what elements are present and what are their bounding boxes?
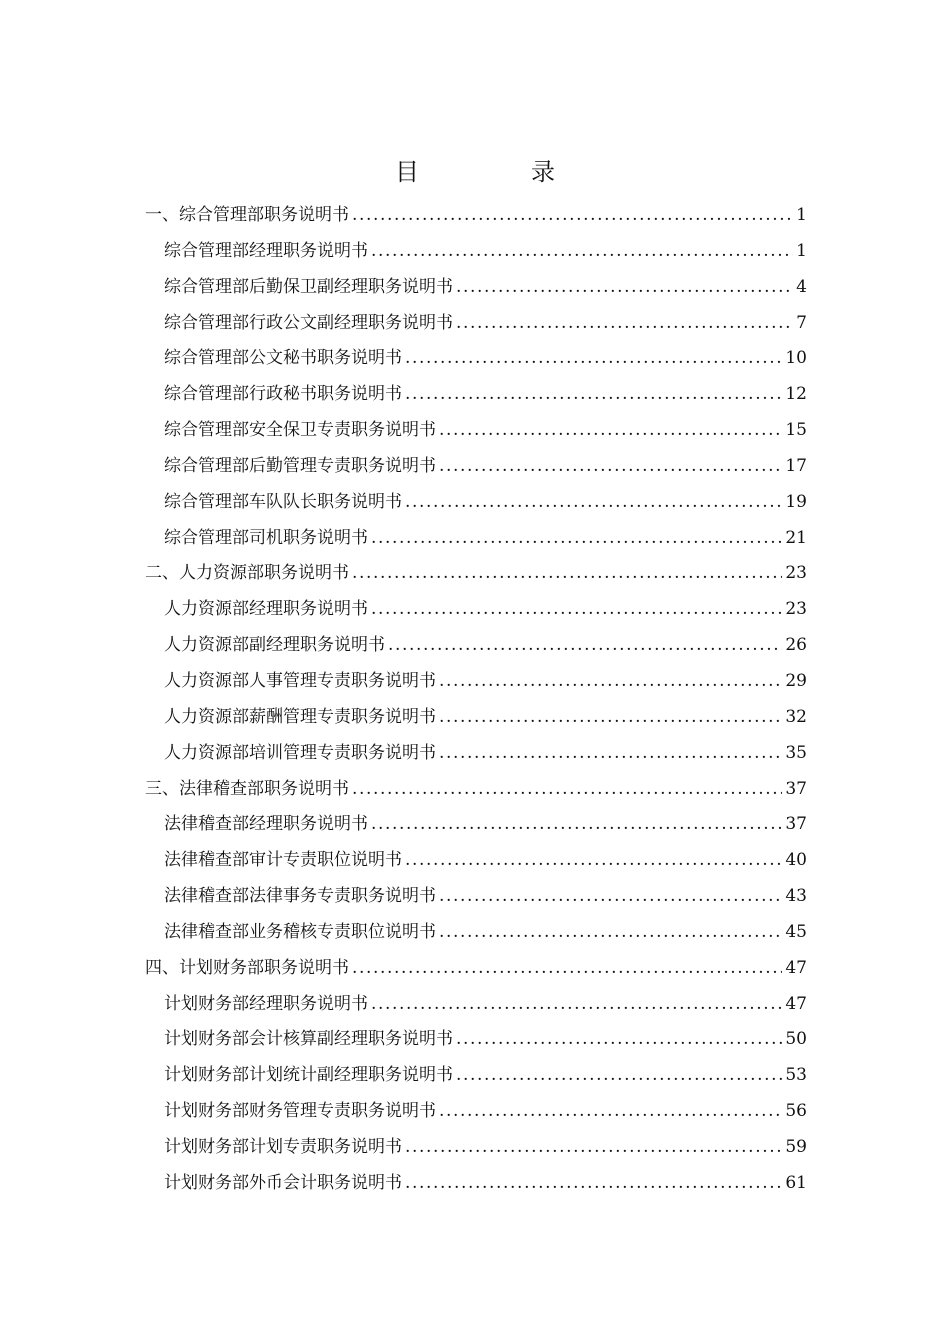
toc-page-number: 50 bbox=[785, 1029, 807, 1050]
toc-dot-leader bbox=[352, 556, 782, 592]
toc-page-number: 1 bbox=[796, 240, 807, 261]
toc-dot-leader bbox=[371, 592, 782, 628]
toc-subsection-entry[interactable] bbox=[145, 521, 807, 557]
toc-page-number: 4 bbox=[796, 276, 807, 297]
toc-page-number: 23 bbox=[785, 599, 807, 620]
toc-entry-title: 计划财务部计划专责职务说明书 bbox=[164, 1136, 402, 1157]
toc-dot-leader bbox=[439, 736, 782, 772]
toc-title: 目 录 bbox=[395, 158, 599, 186]
toc-dot-leader bbox=[439, 700, 782, 736]
toc-page-number: 17 bbox=[785, 455, 807, 476]
toc-entry-title: 人力资源部培训管理专责职务说明书 bbox=[164, 742, 436, 763]
toc-entry-title: 综合管理部行政公文副经理职务说明书 bbox=[164, 312, 453, 333]
toc-dot-leader bbox=[352, 772, 782, 808]
toc-page-number: 1 bbox=[796, 205, 807, 225]
toc-entry-title: 综合管理部司机职务说明书 bbox=[164, 527, 368, 548]
toc-subsection-entry[interactable] bbox=[145, 915, 807, 951]
toc-subsection-entry[interactable] bbox=[145, 879, 807, 915]
toc-page-number: 12 bbox=[785, 384, 807, 405]
toc-page-number: 26 bbox=[785, 635, 807, 656]
toc-entry-title: 四、计划财务部职务说明书 bbox=[145, 957, 349, 978]
toc-dot-leader bbox=[439, 413, 782, 449]
toc-subsection-entry[interactable] bbox=[145, 270, 807, 306]
toc-subsection-entry[interactable] bbox=[145, 341, 807, 377]
toc-subsection-entry[interactable] bbox=[145, 664, 807, 700]
toc-page-number: 10 bbox=[785, 348, 807, 369]
toc-dot-leader bbox=[352, 951, 782, 987]
toc-page-number: 47 bbox=[785, 957, 807, 978]
toc-entry-title: 计划财务部财务管理专责职务说明书 bbox=[164, 1101, 436, 1122]
toc-page-number: 47 bbox=[785, 993, 807, 1014]
toc-section-entry[interactable] bbox=[145, 556, 807, 592]
toc-section-entry[interactable] bbox=[145, 772, 807, 808]
toc-dot-leader bbox=[439, 449, 782, 485]
toc-entry-title: 一、综合管理部职务说明书 bbox=[145, 205, 349, 225]
toc-dot-leader bbox=[456, 1058, 782, 1094]
toc-page-number: 40 bbox=[785, 850, 807, 871]
toc-entry-title: 计划财务部经理职务说明书 bbox=[164, 993, 368, 1014]
toc-dot-leader bbox=[439, 664, 782, 700]
toc-entry-title: 计划财务部计划统计副经理职务说明书 bbox=[164, 1065, 453, 1086]
toc-page-number: 19 bbox=[785, 491, 807, 512]
toc-subsection-entry[interactable] bbox=[145, 377, 807, 413]
toc-entry-title: 法律稽查部审计专责职位说明书 bbox=[164, 850, 402, 871]
toc-dot-leader bbox=[352, 198, 793, 234]
toc-page-number: 37 bbox=[785, 778, 807, 799]
toc-dot-leader bbox=[405, 341, 782, 377]
toc-entry-title: 人力资源部经理职务说明书 bbox=[164, 599, 368, 620]
toc-page-number: 32 bbox=[785, 706, 807, 727]
toc-page-number: 21 bbox=[785, 527, 807, 548]
toc-subsection-entry[interactable] bbox=[145, 234, 807, 270]
toc-page-number: 29 bbox=[785, 670, 807, 691]
toc-entry-title: 综合管理部后勤管理专责职务说明书 bbox=[164, 455, 436, 476]
toc-subsection-entry[interactable] bbox=[145, 807, 807, 843]
toc-subsection-entry[interactable] bbox=[145, 449, 807, 485]
toc-dot-leader bbox=[456, 306, 793, 342]
toc-subsection-entry[interactable] bbox=[145, 413, 807, 449]
toc-entry-title: 人力资源部薪酬管理专责职务说明书 bbox=[164, 706, 436, 727]
toc-page-number: 53 bbox=[785, 1065, 807, 1086]
toc-dot-leader bbox=[405, 1166, 782, 1202]
toc-subsection-entry[interactable] bbox=[145, 1130, 807, 1166]
toc-entry-title: 计划财务部会计核算副经理职务说明书 bbox=[164, 1029, 453, 1050]
toc-entry-title: 法律稽查部经理职务说明书 bbox=[164, 814, 368, 835]
toc-page-number: 43 bbox=[785, 886, 807, 907]
toc-dot-leader bbox=[388, 628, 782, 664]
toc-subsection-entry[interactable] bbox=[145, 1058, 807, 1094]
toc-subsection-entry[interactable] bbox=[145, 736, 807, 772]
toc-dot-leader bbox=[439, 1094, 782, 1130]
toc-entry-title: 计划财务部外币会计职务说明书 bbox=[164, 1172, 402, 1193]
toc-entry-title: 法律稽查部法律事务专责职务说明书 bbox=[164, 886, 436, 907]
toc-dot-leader bbox=[371, 234, 793, 270]
toc-page-number: 35 bbox=[785, 742, 807, 763]
toc-entry-title: 法律稽查部业务稽核专责职位说明书 bbox=[164, 921, 436, 942]
toc-subsection-entry[interactable] bbox=[145, 628, 807, 664]
toc-dot-leader bbox=[456, 270, 793, 306]
toc-page-number: 56 bbox=[785, 1101, 807, 1122]
toc-dot-leader bbox=[439, 879, 782, 915]
toc-dot-leader bbox=[405, 485, 782, 521]
toc-subsection-entry[interactable] bbox=[145, 843, 807, 879]
toc-dot-leader bbox=[371, 521, 782, 557]
toc-page-number: 59 bbox=[785, 1136, 807, 1157]
toc-subsection-entry[interactable] bbox=[145, 987, 807, 1023]
toc-page-number: 45 bbox=[785, 921, 807, 942]
toc-entry-title: 综合管理部车队队长职务说明书 bbox=[164, 491, 402, 512]
toc-dot-leader bbox=[405, 843, 782, 879]
toc-subsection-entry[interactable] bbox=[145, 485, 807, 521]
toc-section-entry[interactable] bbox=[145, 198, 807, 234]
toc-section-entry[interactable] bbox=[145, 951, 807, 987]
toc-dot-leader bbox=[456, 1022, 782, 1058]
table-of-contents bbox=[145, 198, 807, 1202]
toc-subsection-entry[interactable] bbox=[145, 1094, 807, 1130]
toc-subsection-entry[interactable] bbox=[145, 592, 807, 628]
toc-entry-title: 二、人力资源部职务说明书 bbox=[145, 563, 349, 584]
toc-subsection-entry[interactable] bbox=[145, 1166, 807, 1202]
toc-dot-leader bbox=[439, 915, 782, 951]
toc-entry-title: 人力资源部副经理职务说明书 bbox=[164, 635, 385, 656]
toc-subsection-entry[interactable] bbox=[145, 306, 807, 342]
toc-page-number: 15 bbox=[785, 420, 807, 441]
toc-dot-leader bbox=[371, 807, 782, 843]
toc-page-number: 37 bbox=[785, 814, 807, 835]
toc-page-number: 7 bbox=[796, 312, 807, 333]
toc-entry-title: 综合管理部经理职务说明书 bbox=[164, 240, 368, 261]
toc-entry-title: 人力资源部人事管理专责职务说明书 bbox=[164, 670, 436, 691]
toc-dot-leader bbox=[405, 1130, 782, 1166]
toc-entry-title: 综合管理部公文秘书职务说明书 bbox=[164, 348, 402, 369]
toc-entry-title: 综合管理部安全保卫专责职务说明书 bbox=[164, 420, 436, 441]
toc-entry-title: 三、法律稽查部职务说明书 bbox=[145, 778, 349, 799]
toc-entry-title: 综合管理部后勤保卫副经理职务说明书 bbox=[164, 276, 453, 297]
toc-dot-leader bbox=[371, 987, 782, 1023]
toc-subsection-entry[interactable] bbox=[145, 700, 807, 736]
toc-dot-leader bbox=[405, 377, 782, 413]
toc-page-number: 61 bbox=[785, 1172, 807, 1193]
toc-entry-title: 综合管理部行政秘书职务说明书 bbox=[164, 384, 402, 405]
toc-subsection-entry[interactable] bbox=[145, 1022, 807, 1058]
toc-page-number: 23 bbox=[785, 563, 807, 584]
